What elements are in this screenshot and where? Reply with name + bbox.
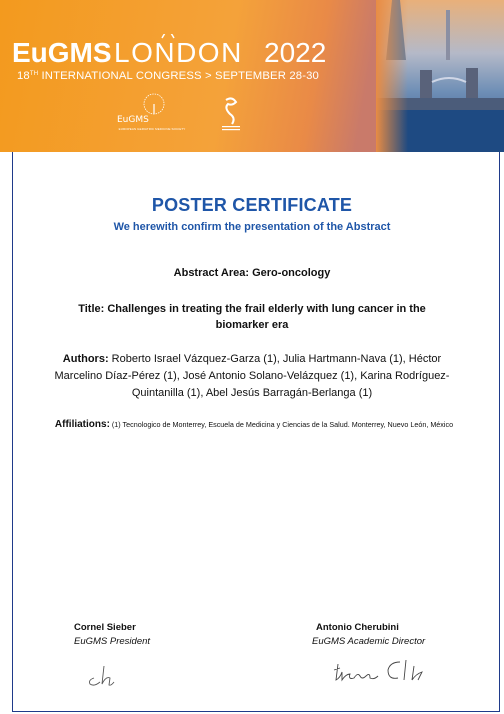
affiliations-text: (1) Tecnologico de Monterrey, Escuela de Medicina y Ciencias de la Salud. Monterrey, Nuevo León, México	[109, 420, 454, 429]
signatory-role: EuGMS Academic Director	[312, 636, 426, 647]
brand-text: EuGMS	[12, 37, 112, 68]
bgs-logo	[220, 96, 242, 132]
signatory-role: EuGMS President	[74, 636, 151, 647]
year-text: 2022	[264, 37, 327, 68]
authors-label: Authors:	[62, 353, 109, 365]
city-text: LONDON	[114, 37, 243, 68]
congress-subtitle: 18TH INTERNATIONAL CONGRESS > SEPTEMBER 28-30	[17, 70, 319, 82]
certificate-subtitle: We herewith confirm the presentation of the Abstract	[113, 221, 391, 233]
congress-wordmark	[12, 34, 372, 74]
abstract-area: Abstract Area: Gero-oncology	[173, 267, 331, 279]
signatory-name: Cornel Sieber	[74, 622, 136, 633]
eugms-logo-tagline: EUROPEAN GERIATRIC MEDICINE SOCIETY	[118, 127, 186, 131]
london-skyline-photo	[376, 0, 504, 152]
affiliations-label: Affiliations:	[54, 419, 110, 430]
authors-list: Roberto Israel Vázquez-Garza (1), Julia Hartmann-Nava (1), Héctor Marcelino Díaz-Pérez (1), José Antonio Solano-Velázquez (1), Karina Rodríguez-Quintanilla (1), Abel Jesús Barragán-Berlanga (1)	[54, 353, 450, 399]
affiliations-block	[44, 419, 464, 430]
certificate-title: POSTER CERTIFICATE	[151, 195, 353, 215]
congress-banner	[0, 0, 504, 152]
eugms-logo-text: EuGMS	[117, 115, 149, 125]
signatory-name: Antonio Cherubini	[316, 622, 399, 633]
signature-image	[330, 656, 440, 686]
authors-block	[44, 351, 460, 402]
signature-image	[84, 660, 134, 690]
abstract-title: Title: Challenges in treating the frail elderly with lung cancer in the biomarker era	[78, 303, 426, 331]
